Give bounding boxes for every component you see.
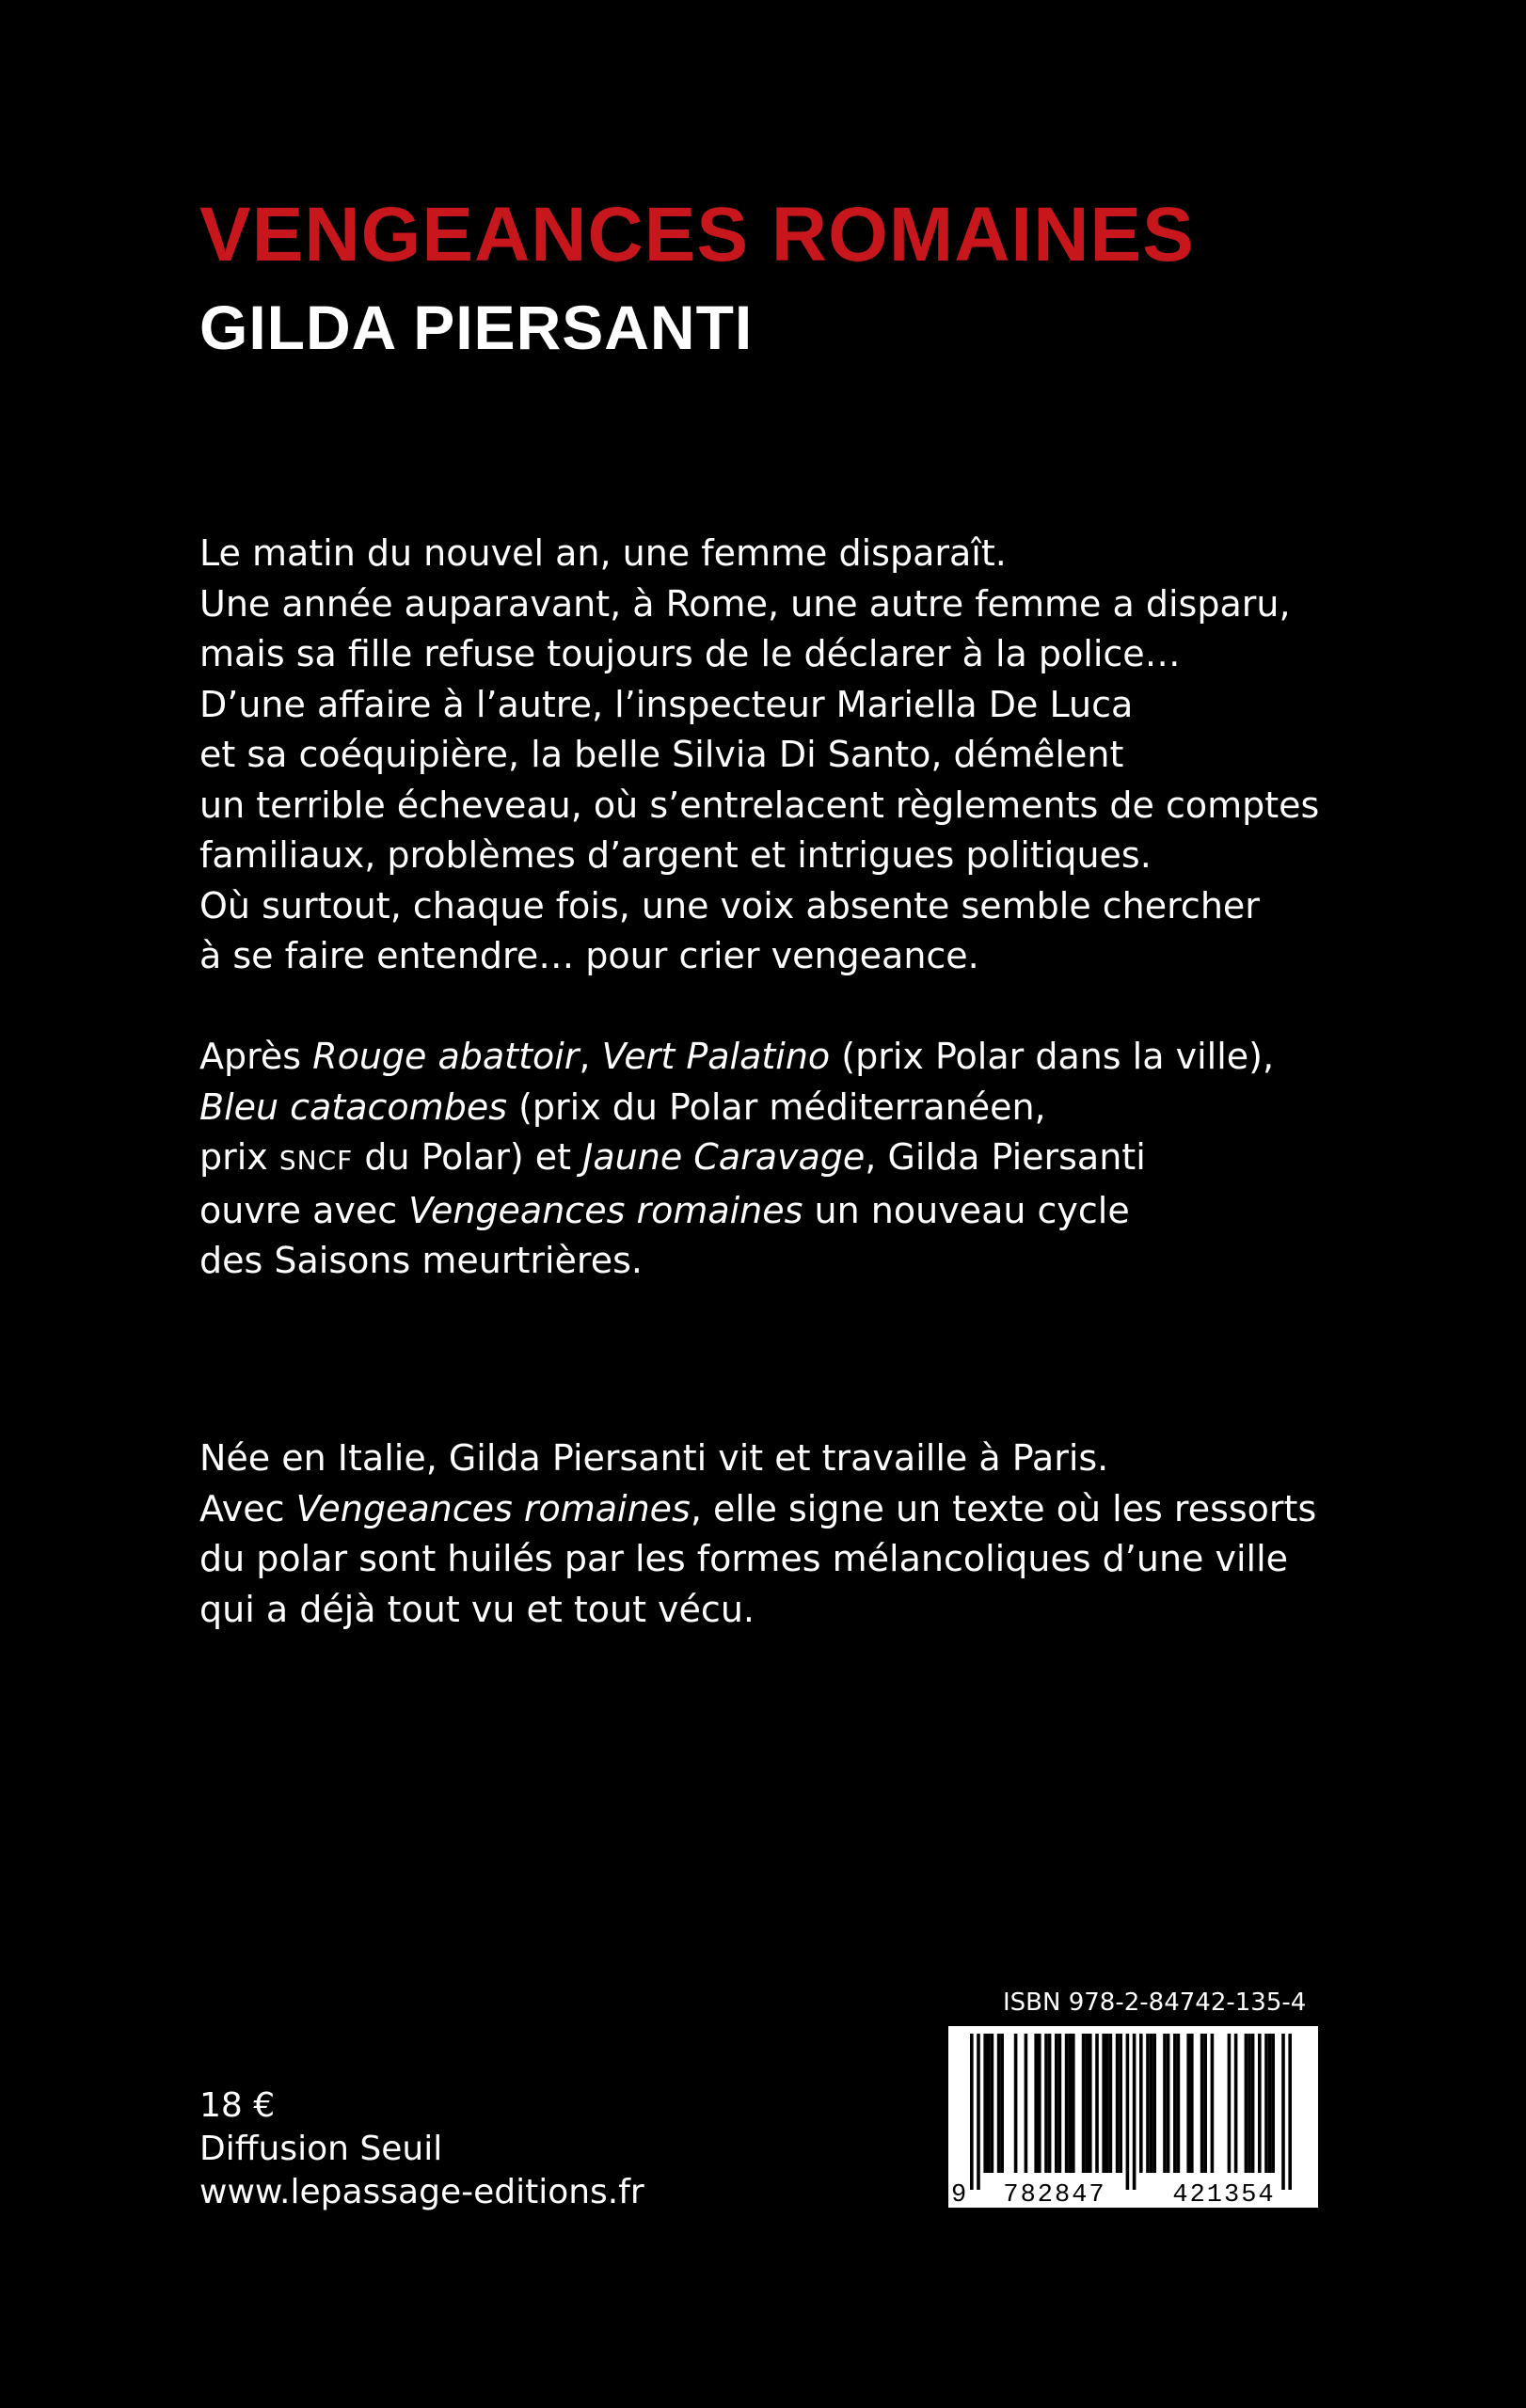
barcode-bar	[1105, 2034, 1109, 2173]
bio-text: Avec	[199, 1487, 296, 1529]
barcode-bar	[1000, 2034, 1004, 2173]
barcode-bar	[983, 2034, 987, 2173]
series-text: (prix du Polar méditerranéen,	[507, 1085, 1046, 1128]
barcode-bar	[1146, 2034, 1150, 2173]
barcode-bar	[1268, 2034, 1272, 2173]
barcode-guard-bar	[1281, 2034, 1285, 2190]
sncf-abbreviation: SNCF	[278, 1145, 354, 1176]
barcode-bar	[1048, 2034, 1052, 2173]
barcode-bar	[1150, 2034, 1153, 2173]
summary-line: familiaux, problèmes d’argent et intrigues politiques.	[199, 834, 1152, 876]
barcode-bar	[1119, 2034, 1122, 2173]
bio-line	[199, 1484, 1357, 1535]
barcode-bar	[1139, 2034, 1143, 2173]
barcode-bar	[1055, 2034, 1058, 2173]
book-reference: Vengeances romaines	[408, 1189, 803, 1231]
price: 18 €	[199, 2086, 276, 2125]
book-reference: Vert Palatino	[601, 1036, 831, 1077]
barcode-bar	[1203, 2034, 1207, 2173]
barcode-bar	[991, 2034, 994, 2173]
series-line: des Saisons meurtrières.	[199, 1240, 643, 1281]
series-text: , Gilda Piersanti	[865, 1136, 1146, 1178]
isbn-label: ISBN 978-2-84742-135-4	[1003, 1988, 1307, 2017]
barcode-bar	[1264, 2034, 1268, 2173]
barcode-bar	[1068, 2034, 1072, 2173]
barcode-bar	[1234, 2034, 1238, 2173]
barcode-bar	[1072, 2034, 1075, 2173]
barcode-bar	[1014, 2034, 1018, 2173]
series-text: ouvre avec	[199, 1189, 409, 1231]
summary-line: à se faire entendre… pour crier vengeance.	[199, 935, 979, 976]
summary-paragraph	[199, 529, 1357, 982]
summary-line: Une année auparavant, à Rome, une autre femme a disparu,	[199, 582, 1291, 625]
barcode-guard-bar	[977, 2034, 980, 2190]
author-bio-paragraph	[199, 1434, 1357, 1635]
series-text: Après	[199, 1036, 313, 1077]
barcode-bar	[1044, 2034, 1048, 2173]
barcode-bar	[1271, 2034, 1275, 2173]
summary-line: mais sa fille refuse toujours de le déclarer à la police…	[199, 633, 1181, 674]
barcode-bar	[1095, 2034, 1099, 2173]
series-line	[199, 1133, 1357, 1186]
barcode-bar	[1173, 2034, 1177, 2173]
bio-line: Née en Italie, Gilda Piersanti vit et travaille à Paris.	[199, 1437, 1109, 1479]
barcode-bar	[1089, 2034, 1092, 2173]
summary-line: un terrible écheveau, où s’entrelacent règlements de comptes	[199, 784, 1320, 826]
publisher-footer	[199, 2084, 644, 2214]
distributor: Diffusion Seuil	[199, 2130, 443, 2168]
barcode	[948, 2026, 1318, 2208]
barcode-bar	[1248, 2034, 1251, 2173]
book-title: VENGEANCES ROMAINES	[199, 192, 1195, 277]
summary-line: Le matin du nouvel an, une femme disparaît.	[199, 532, 1007, 574]
book-reference: Bleu catacombes	[199, 1085, 507, 1128]
series-text: ,	[579, 1036, 602, 1077]
barcode-bar	[1085, 2034, 1089, 2173]
barcode-bar	[987, 2034, 991, 2173]
publisher-website: www.lepassage-editions.fr	[199, 2173, 644, 2211]
barcode-bar	[1109, 2034, 1113, 2173]
summary-line: Où surtout, chaque fois, une voix absente semble chercher	[199, 884, 1260, 927]
book-reference: Rouge abattoir	[312, 1036, 580, 1077]
barcode-digits-left: 782847	[1003, 2181, 1106, 2208]
barcode-bar	[1211, 2034, 1215, 2173]
bio-text: , elle signe un texte où les ressorts	[690, 1487, 1317, 1529]
barcode-bar	[1025, 2034, 1028, 2173]
barcode-bar	[1200, 2034, 1204, 2173]
barcode-bar	[1116, 2034, 1120, 2173]
series-text: prix	[199, 1136, 279, 1178]
barcode-bar	[1186, 2034, 1190, 2173]
summary-line: et sa coéquipière, la belle Silvia Di Santo, démêlent	[199, 734, 1124, 775]
barcode-bar	[1245, 2034, 1248, 2173]
bio-line: qui a déjà tout vu et tout vécu.	[199, 1588, 755, 1630]
barcode-bar	[997, 2034, 1001, 2173]
barcode-bar	[1258, 2034, 1262, 2173]
series-line	[199, 1083, 1357, 1133]
series-text: un nouveau cycle	[803, 1189, 1130, 1231]
barcode-digit-first: 9	[951, 2181, 967, 2208]
summary-line: D’une affaire à l’autre, l’inspecteur Mariella De Luca	[199, 683, 1134, 725]
barcode-guard-bar	[1133, 2034, 1137, 2190]
barcode-bar	[1152, 2034, 1156, 2173]
barcode-bar	[1058, 2034, 1062, 2173]
barcode-bar	[1190, 2034, 1194, 2173]
barcode-guard-bar	[1126, 2034, 1130, 2190]
barcode-bar	[1038, 2034, 1041, 2173]
barcode-bar	[1163, 2034, 1167, 2173]
barcode-bar	[1167, 2034, 1170, 2173]
series-text: du Polar) et	[353, 1136, 583, 1178]
barcode-bar	[1177, 2034, 1181, 2173]
barcode-bar	[1251, 2034, 1255, 2173]
barcode-bar	[1082, 2034, 1086, 2173]
series-line	[199, 1032, 1357, 1083]
book-reference: Jaune Caravage	[582, 1136, 866, 1178]
bio-line: du polar sont huilés par les formes mélancoliques d’une ville	[199, 1538, 1289, 1579]
barcode-graphic	[948, 2026, 1318, 2208]
barcode-digits-right: 421354	[1172, 2181, 1276, 2208]
book-author: GILDA PIERSANTI	[199, 293, 754, 362]
series-line	[199, 1186, 1357, 1237]
book-reference: Vengeances romaines	[295, 1487, 691, 1529]
barcode-bar	[1102, 2034, 1105, 2173]
barcode-bar	[1065, 2034, 1069, 2173]
series-text: (prix Polar dans la ville),	[830, 1036, 1275, 1077]
series-paragraph	[199, 1032, 1357, 1287]
barcode-bar	[1034, 2034, 1038, 2173]
barcode-guard-bar	[970, 2034, 974, 2190]
barcode-guard-bar	[1288, 2034, 1292, 2190]
barcode-bar	[1228, 2034, 1232, 2173]
